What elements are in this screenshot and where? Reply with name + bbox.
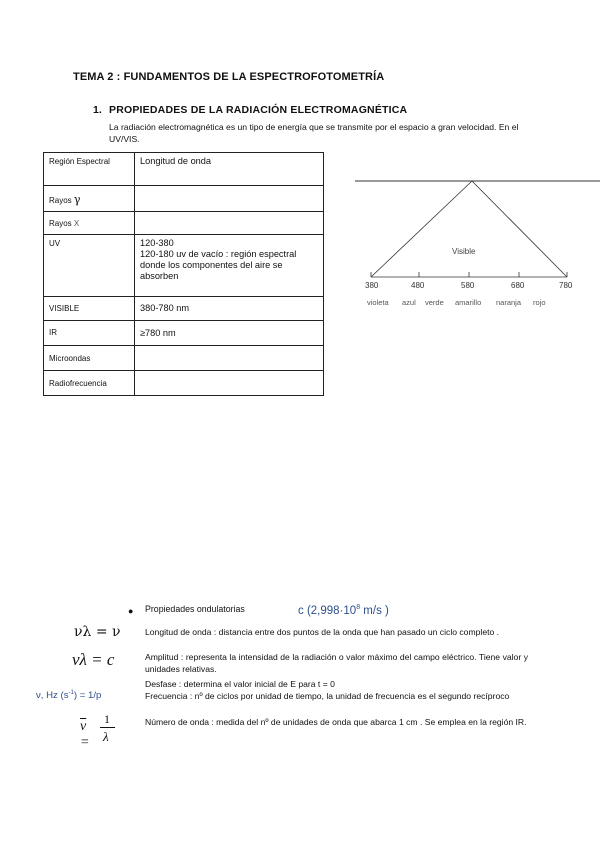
speed-exponent: 8 [356, 604, 361, 611]
tick-label: 380 [365, 281, 379, 290]
table-row [44, 212, 324, 235]
region-cell [44, 186, 135, 212]
wavelength-cell [135, 212, 324, 235]
visible-label: Visible [452, 247, 476, 256]
color-label: naranja [496, 298, 522, 307]
eq4-numerator: 1 [104, 712, 110, 726]
region-symbol: γ [73, 193, 81, 206]
table-row [44, 321, 324, 346]
wavelength-definition: Longitud de onda : distancia entre dos puntos de la onda que han pasado un ciclo completo . [145, 627, 500, 637]
equation-1: νλ = ν [74, 624, 121, 640]
equation-2: νλ = c [72, 650, 115, 669]
header-wavelength: Longitud de onda [135, 153, 324, 186]
color-label: violeta [367, 298, 389, 307]
eq4-var: $\overline{\nu}$ = [80, 719, 90, 750]
eq3-suffix: ) = 1/p [73, 690, 102, 702]
eq3-exponent: -1 [68, 690, 74, 696]
eq4-denominator: λ [103, 729, 109, 744]
left-diagonal [371, 181, 472, 277]
wavelength-cell: 380-780 nm [135, 297, 324, 321]
table-row [44, 297, 324, 321]
speed-prefix: c (2,998·10 [298, 604, 357, 617]
eq4-fraction-bar [100, 727, 115, 728]
region-name: Rayos [49, 196, 72, 205]
region-cell [44, 212, 135, 235]
color-label: verde [425, 298, 444, 307]
equation-3 [36, 690, 101, 701]
spectral-table [43, 152, 324, 396]
tick-label: 580 [461, 281, 475, 290]
region-name: Rayos [49, 219, 72, 228]
section-intro: La radiación electromagnética es un tipo de energía que se transmite por el espacio a gran velocidad. En el UV/VIS. [109, 122, 519, 144]
region-name: VISIBLE [44, 297, 135, 321]
wavelength-cell: 120-380 120-180 uv de vacío : región espectral donde los componentes del aire se absorben [135, 235, 324, 297]
color-label: azul [402, 298, 416, 307]
wavelength-cell: ≥780 nm [135, 321, 324, 346]
table-row [44, 186, 324, 212]
tick-label: 480 [411, 281, 425, 290]
amplitude-definition: Amplitud : representa la intensidad de la radiación o valor máximo del campo eléctrico. Tiene valor y unidades relativas. [145, 652, 528, 674]
wavelength-cell [135, 186, 324, 212]
page-title: TEMA 2 : FUNDAMENTOS DE LA ESPECTROFOTOMETRÍA [73, 71, 385, 83]
speed-of-light [298, 604, 389, 617]
color-label: amarillo [455, 298, 482, 307]
phase-definition: Desfase : determina el valor inicial de E para t = 0 [145, 679, 335, 689]
region-name: IR [44, 321, 135, 346]
wavelength-cell [135, 371, 324, 396]
region-name: Microondas [44, 346, 135, 371]
table-row [44, 235, 324, 297]
header-region: Región Espectral [44, 153, 135, 186]
frequency-definition: Frecuencia : nº de ciclos por unidad de tiempo, la unidad de frecuencia es el segundo recíproco [145, 691, 510, 701]
section-title: PROPIEDADES DE LA RADIACIÓN ELECTROMAGNÉTICA [109, 104, 408, 116]
wavelength-cell [135, 346, 324, 371]
table-row [44, 371, 324, 396]
tick-label: 780 [559, 281, 573, 290]
table-header-row [44, 153, 324, 186]
section-number: 1. [93, 104, 102, 116]
visible-spectrum-diagram [355, 176, 600, 311]
properties-heading: Propiedades ondulatorias [145, 604, 245, 614]
eq3-prefix: ν, Hz (s [36, 690, 69, 702]
wavenumber-definition: Número de onda : medida del nº de unidades de onda que abarca 1 cm . Se emplea en la región IR. [145, 717, 527, 727]
speed-suffix: m/s ) [360, 604, 389, 617]
color-label: rojo [533, 298, 546, 307]
right-diagonal [472, 181, 567, 277]
tick-label: 680 [511, 281, 525, 290]
region-name: UV [44, 235, 135, 297]
table-row [44, 346, 324, 371]
bullet-icon: ● [128, 606, 134, 616]
region-symbol: X [73, 219, 80, 228]
region-name: Radiofrecuencia [44, 371, 135, 396]
